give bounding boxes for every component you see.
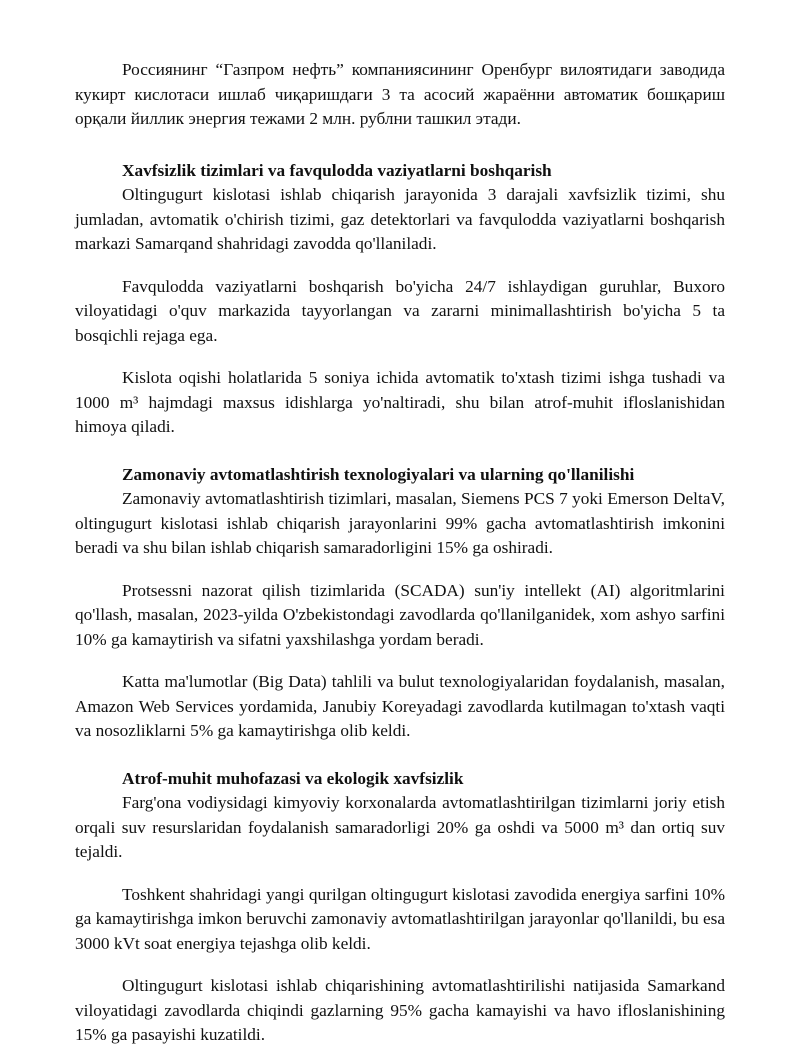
paragraph: Katta ma'lumotlar (Big Data) tahlili va bulut texnologiyalaridan foydalanish, masalan, Amazon Web Services yordamida, Janubiy Koreyadagi zavodlarda kutilmagan to'xtash vaqti va nosozliklarni 5% ga kamaytirishga olib keldi.: [75, 672, 725, 740]
paragraph: Oltingugurt kislotasi ishlab chiqarish jarayonida 3 darajali xavfsizlik tizimi, shu jumladan, avtomatik o'chirish tizimi, gaz detektorlari va favqulodda vaziyatlarni boshqarish markazi Samarqand shahridagi zavodda qo'llaniladi.: [75, 185, 725, 253]
paragraph: Kislota oqishi holatlarida 5 soniya ichida avtomatik to'xtash tizimi ishga tushadi va 1000 m³ hajmdagi maxsus idishlarga yo'naltiradi, shu bilan atrof-muhit ifloslanishidan himoya qiladi.: [75, 368, 725, 436]
section-heading-automation: Zamonaviy avtomatlashtirish texnologiyalari va ularning qo'llanilishi: [122, 464, 635, 484]
paragraph: Oltingugurt kislotasi ishlab chiqarishining avtomatlashtirilishi natijasida Samarkand viloyatidagi zavodlarda chiqindi gazlarning 95% gacha kamayishi va havo ifloslanishining 15% ga pasayishi kuzatildi.: [75, 976, 725, 1044]
paragraph: Toshkent shahridagi yangi qurilgan oltingugurt kislotasi zavodida energiya sarfini 10% ga kamaytirishga imkon beruvchi zamonaviy avtomatlashtirilgan jarayonlar qo'llanildi, bu esa 3000 kVt soat energiya tejashga olib keldi.: [75, 884, 726, 953]
section-heading-environment: Atrof-muhit muhofazasi va ekologik xavfsizlik: [122, 768, 464, 788]
intro-paragraph: Россиянинг “Газпром нефть” компаниясининг Оренбург вилоятидаги заводида кукирт кислотаси ишлаб чиқаришдаги 3 та асосий жараённи автоматик бошқариш орқали йиллик энергия тежами 2 млн. рублни ташкил этади.: [75, 60, 725, 128]
paragraph: Favqulodda vaziyatlarni boshqarish bo'yicha 24/7 ishlaydigan guruhlar, Buxoro viloyatidagi o'quv markazida tayyorlangan va zararni minimallashtirish bo'yicha 5 ta bosqichli rejaga ega.: [75, 276, 725, 345]
paragraph: Farg'ona vodiysidagi kimyoviy korxonalarda avtomatlashtirilgan tizimlarni joriy etish orqali suv resurslaridan foydalanish samaradorligi 20% ga oshdi va 5000 m³ dan ortiq suv tejaldi.: [75, 793, 725, 861]
document-page: [75, 58, 725, 1048]
paragraph: Zamonaviy avtomatlashtirish tizimlari, masalan, Siemens PCS 7 yoki Emerson DeltaV, oltingugurt kislotasi ishlab chiqarish jarayonlarini 99% gacha avtomatlashtirish imkonini beradi va shu bilan ishlab chiqarish samaradorligini 15% ga oshiradi.: [75, 489, 725, 557]
paragraph: Protsessni nazorat qilish tizimlarida (SCADA) sun'iy intellekt (AI) algoritmlarini qo'llash, masalan, 2023-yilda O'zbekistondagi zavodlarda qo'llanilganidek, xom ashyo sarfini 10% ga kamaytirish va sifatni yaxshilashga yordam beradi.: [75, 580, 725, 649]
section-heading-safety: Xavfsizlik tizimlari va favqulodda vaziyatlarni boshqarish: [122, 160, 552, 180]
